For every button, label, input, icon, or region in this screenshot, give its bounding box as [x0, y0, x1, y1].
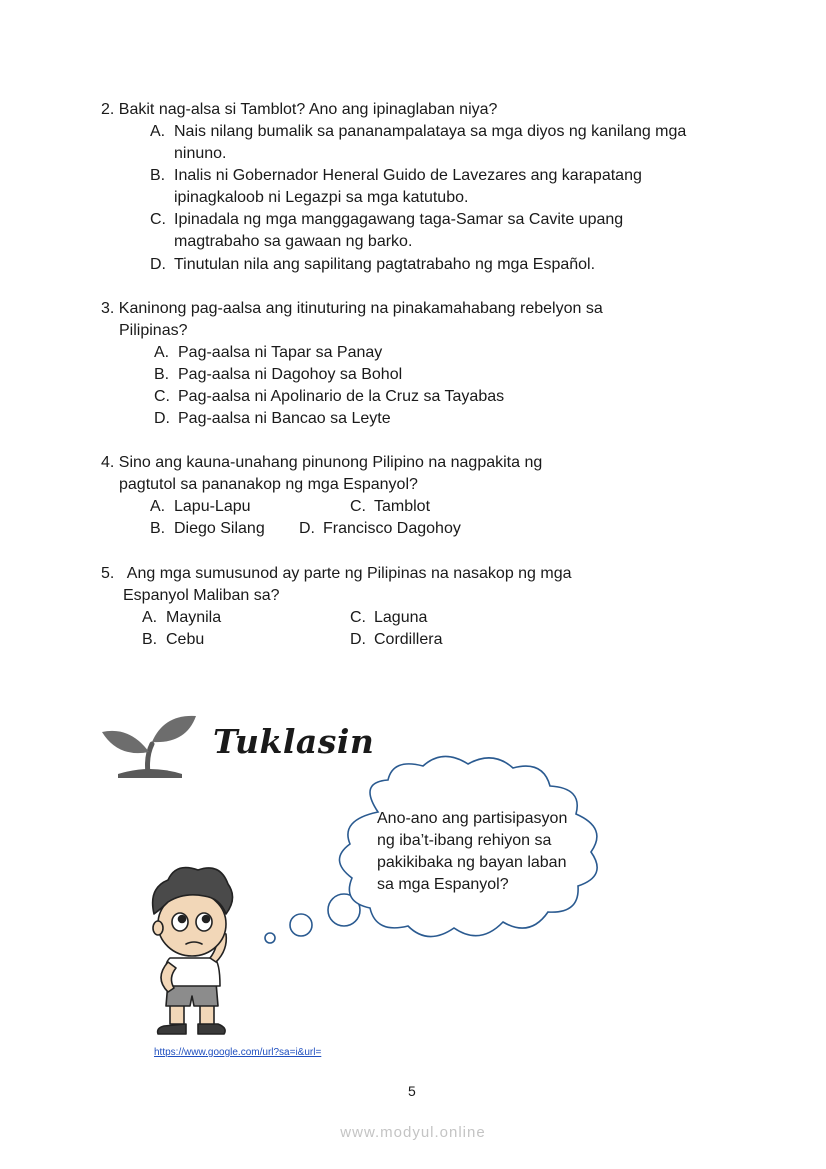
thinking-boy-illustration: [124, 858, 254, 1038]
q4-option-c: C. Tamblot: [350, 498, 431, 515]
q5-stem: 5. Ang mga sumusunod ay parte ng Pilipinas na nasakop ng mga: [101, 565, 572, 582]
q2-option-a-cont: ninuno.: [174, 145, 227, 162]
bubble-question: Ano-ano ang partisipasyon ng iba’t-ibang rehiyon sa pakikibaka ng bayan laban sa mga Espanyol?: [377, 810, 568, 893]
q2-option-c: C. Ipinadala ng mga manggagawang taga-Samar sa Cavite upang: [150, 211, 624, 228]
q2-option-c-cont: magtrabaho sa gawaan ng barko.: [174, 233, 413, 250]
q3-option-d: D. Pag-aalsa ni Bancao sa Leyte: [154, 410, 391, 427]
q3-option-a: A. Pag-aalsa ni Tapar sa Panay: [154, 344, 383, 361]
q4-option-b: B. Diego Silang: [150, 520, 265, 537]
sprout-icon: [100, 712, 200, 778]
q5-stem-cont: Espanyol Maliban sa?: [123, 587, 280, 604]
source-link[interactable]: https://www.google.com/url?sa=i&url=: [154, 1047, 322, 1058]
q5-option-a: A. Maynila: [142, 609, 222, 626]
q4-option-a: A. Lapu-Lapu: [150, 498, 251, 515]
q2-option-d: D. Tinutulan nila ang sapilitang pagtatrabaho ng mga Español.: [150, 256, 596, 273]
q2-option-a: A. Nais nilang bumalik sa pananampalataya sa mga diyos ng kanilang mga: [150, 123, 687, 140]
q3-stem: 3. Kaninong pag-aalsa ang itinuturing na pinakamahabang rebelyon sa: [101, 300, 603, 317]
q4-stem: 4. Sino ang kauna-unahang pinunong Pilipino na nagpakita ng: [101, 454, 543, 471]
q3-option-b: B. Pag-aalsa ni Dagohoy sa Bohol: [154, 366, 403, 383]
q2-stem: 2. Bakit nag-alsa si Tamblot? Ano ang ipinaglaban niya?: [101, 101, 498, 118]
q4-stem-cont: pagtutol sa pananakop ng mga Espanyol?: [119, 476, 418, 493]
watermark: www.modyul.online: [340, 1124, 486, 1141]
page-number: 5: [408, 1083, 416, 1099]
q5-option-d: D. Cordillera: [350, 631, 443, 648]
q3-option-c: C. Pag-aalsa ni Apolinario de la Cruz sa Tayabas: [154, 388, 505, 405]
q3-stem-cont: Pilipinas?: [119, 322, 188, 339]
q5-option-b: B. Cebu: [142, 631, 205, 648]
q2-option-b: B. Inalis ni Gobernador Heneral Guido de Lavezares ang karapatang: [150, 167, 642, 184]
q2-option-b-cont: ipinagkaloob ni Legazpi sa mga katutubo.: [174, 189, 469, 206]
section-title: Tuklasin: [213, 722, 375, 761]
q5-option-c: C. Laguna: [350, 609, 428, 626]
q4-option-d: D. Francisco Dagohoy: [299, 520, 461, 537]
